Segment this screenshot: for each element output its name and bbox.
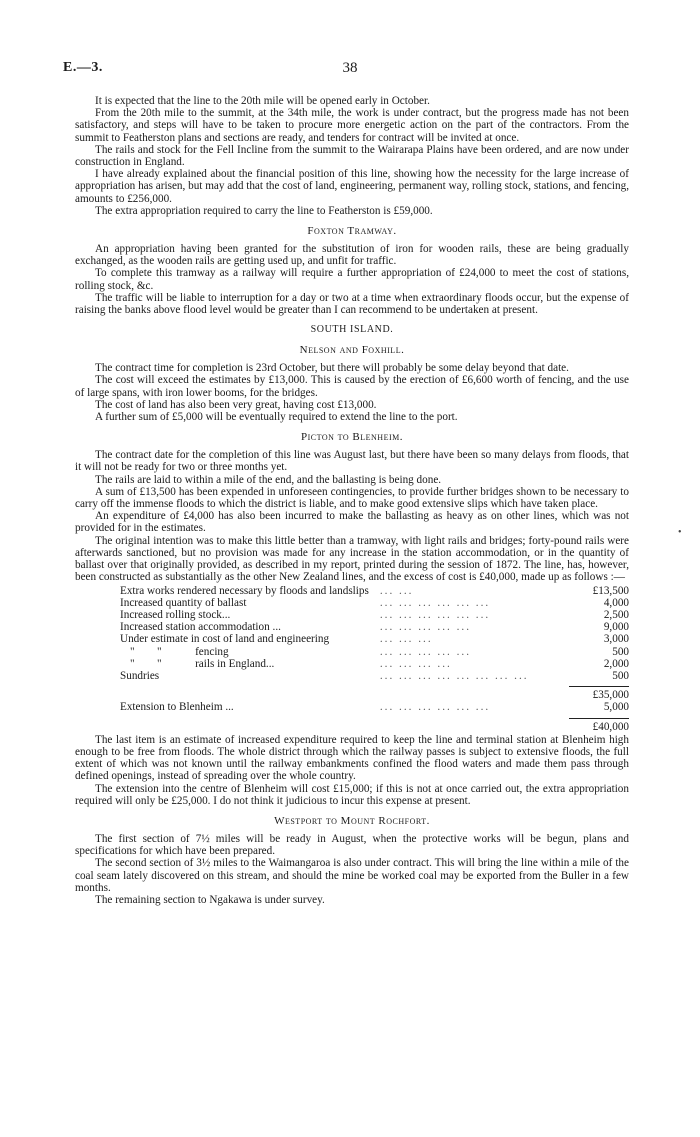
leader-dots: ... ... ... ... ... ... bbox=[379, 596, 491, 609]
cost-amount: 9,000 bbox=[603, 621, 629, 634]
leader-dots: ... ... ... ... ... bbox=[379, 621, 471, 634]
section-heading-foxton: Foxton Tramway. bbox=[307, 225, 397, 238]
cost-amount: 500 bbox=[612, 645, 629, 658]
document-reference: E.—3. bbox=[63, 60, 103, 75]
subtotal-amount: £35,000 bbox=[569, 687, 629, 702]
paragraph: The cost will exceed the estimates by £13,000. This is caused by the erection of £6,600 worth of fencing, and the use of large spans, with iron lower booms, for the bridges. bbox=[75, 374, 629, 399]
cost-label: Extension to Blenheim ... bbox=[120, 701, 234, 714]
paragraph: It is expected that the line to the 20th mile will be opened early in October. bbox=[95, 95, 430, 107]
cost-amount: 3,000 bbox=[603, 633, 629, 646]
paragraph: The rails and stock for the Fell Incline from the summit to the Wairarapa Plains have been ordered, and are now under construction in England. bbox=[75, 143, 629, 169]
cost-table bbox=[120, 585, 629, 733]
cost-row bbox=[120, 670, 629, 682]
paragraph: The remaining section to Ngakawa is under survey. bbox=[95, 893, 325, 906]
cost-row bbox=[120, 609, 629, 621]
leader-dots: ... ... ... bbox=[379, 633, 433, 646]
paragraph: The traffic will be liable to interruption for a day or two at a time when extraordinary floods occur, but the expense of raising the banks above flood level would be greater than I can recommend to be undertaken at present. bbox=[75, 291, 629, 317]
paragraph: I have already explained about the financial position of this line, showing how the necessity for the large increase of appropriation has arisen, but may add that the cost of land, engineering, permanent way, rolling stock, stations, and fencing, amounts to £256,000. bbox=[75, 168, 629, 205]
cost-amount: 5,000 bbox=[603, 701, 629, 714]
cost-row bbox=[120, 658, 629, 670]
cost-label: Sundries bbox=[120, 669, 160, 682]
page-number: 38 bbox=[342, 60, 358, 76]
cost-row bbox=[120, 621, 629, 633]
section-heading-picton: Picton to Blenheim. bbox=[300, 431, 403, 444]
paragraph: The cost of land has also been very great, having cost £13,000. bbox=[95, 398, 377, 411]
cost-amount: 2,500 bbox=[603, 608, 629, 621]
leader-dots: ... ... ... ... bbox=[379, 657, 452, 670]
paragraph: The rails are laid to within a mile of the end, and the ballasting is being done. bbox=[95, 473, 442, 486]
cost-label: " " fencing bbox=[130, 645, 229, 658]
paragraph: An expenditure of £4,000 has also been incurred to make the ballasting as heavy as on other lines, which was not provided for in the estimates. bbox=[75, 510, 629, 535]
paragraph: From the 20th mile to the summit, at the 34th mile, the work is under contract, but the progress made has not been satisfactory, and steps will have to be taken to procure more energetic action on the part of the contractors. From the summit to Featherston plans and sections are ready, and tenders for contract will be invited at once. bbox=[75, 107, 629, 144]
subtotal-row bbox=[120, 687, 629, 702]
cost-label: " " rails in England... bbox=[130, 657, 275, 670]
leader-dots: ... ... ... ... ... bbox=[379, 645, 471, 658]
cost-row bbox=[120, 633, 629, 645]
leader-dots: ... ... ... ... ... ... ... ... bbox=[379, 669, 529, 682]
leader-dots: ... ... ... ... ... ... bbox=[379, 608, 491, 621]
margin-speck: • bbox=[678, 527, 682, 538]
page-header bbox=[63, 60, 637, 82]
section-heading-westport: Westport to Mount Rochfort. bbox=[274, 814, 430, 827]
paragraph: The first section of 7½ miles will be ready in August, when the protective works will be begun, plans and specifications for which have been prepared. bbox=[75, 832, 629, 858]
paragraph: A further sum of £5,000 will be eventually required to extend the line to the port. bbox=[95, 411, 458, 424]
cost-label: Increased rolling stock... bbox=[120, 608, 231, 621]
paragraph: A sum of £13,500 has been expended in unforeseen contingencies, to provide further bridges shown to be necessary to carry off the immense floods to which the district is liable, and to make good extensive slips which have taken place. bbox=[75, 485, 629, 511]
cost-row bbox=[120, 646, 629, 658]
paragraph: The extra appropriation required to carry the line to Featherston is £59,000. bbox=[95, 204, 433, 217]
total-amount: £40,000 bbox=[569, 718, 629, 733]
leader-dots: ... ... bbox=[379, 584, 414, 597]
cost-row bbox=[120, 585, 629, 597]
cost-amount: 4,000 bbox=[603, 596, 629, 609]
cost-row bbox=[120, 597, 629, 609]
section-heading-nelson: Nelson and Foxhill. bbox=[299, 344, 405, 357]
paragraph: The last item is an estimate of increased expenditure required to keep the line and terminal station at Blenheim high enough to be free from floods. The whole district through which the railway passes is subject to extensive floods, the full extent of which was not known until the railway embankments confined the flood waters and made them pass through defined openings, instead of spreading over the whole country. bbox=[75, 733, 629, 783]
cost-amount: 2,000 bbox=[603, 657, 629, 670]
cost-amount: £13,500 bbox=[592, 584, 629, 597]
leader-dots: ... ... ... ... ... ... bbox=[379, 701, 491, 714]
paragraph: The second section of 3½ miles to the Waimangaroa is also under contract. This will bring the line within a mile of the coal seam lately discovered on this stream, and should the mine be worked coal may be exported from the Buller in a few months. bbox=[75, 857, 629, 894]
cost-amount: 500 bbox=[612, 669, 629, 682]
paragraph: To complete this tramway as a railway will require a further appropriation of £24,000 to meet the cost of stations, rolling stock, &c. bbox=[75, 267, 629, 292]
cost-label: Increased station accommodation ... bbox=[120, 621, 281, 634]
page-body bbox=[75, 95, 629, 906]
extension-row bbox=[120, 701, 629, 713]
cost-label: Extra works rendered necessary by floods and landslips bbox=[120, 584, 369, 597]
paragraph: The contract time for completion is 23rd October, but there will probably be some delay beyond that date. bbox=[95, 362, 569, 375]
cost-label: Increased quantity of ballast bbox=[120, 596, 247, 609]
paragraph: The contract date for the completion of this line was August last, but there have been so many delays from floods, that it will not be ready for two or three months yet. bbox=[75, 449, 629, 474]
paragraph: An appropriation having been granted for the substitution of iron for wooden rails, these are being gradually exchanged, as the wooden rails are getting used up, and unfit for traffic. bbox=[75, 243, 629, 268]
total-row bbox=[120, 718, 629, 733]
paragraph: The original intention was to make this little better than a tramway, with light rails and bridges; forty-pound rails were afterwards sanctioned, but no provision was made for any increase in the station accommodation, or in the quantity of ballast over that originally provided, as described in my report, printed during the session of 1872. The line, has, however, been constructed as substantially as the other New Zealand lines, and the excess of cost is £40,000, made up as follows :— bbox=[75, 534, 629, 584]
cost-label: Under estimate in cost of land and engineering bbox=[120, 633, 330, 646]
paragraph: The extension into the centre of Blenheim will cost £15,000; if this is not at once carried out, the extra appropriation required will only be £25,000. I do not think it judicious to incur this expense at present. bbox=[75, 782, 629, 807]
section-heading-south-island: SOUTH ISLAND. bbox=[310, 324, 394, 336]
